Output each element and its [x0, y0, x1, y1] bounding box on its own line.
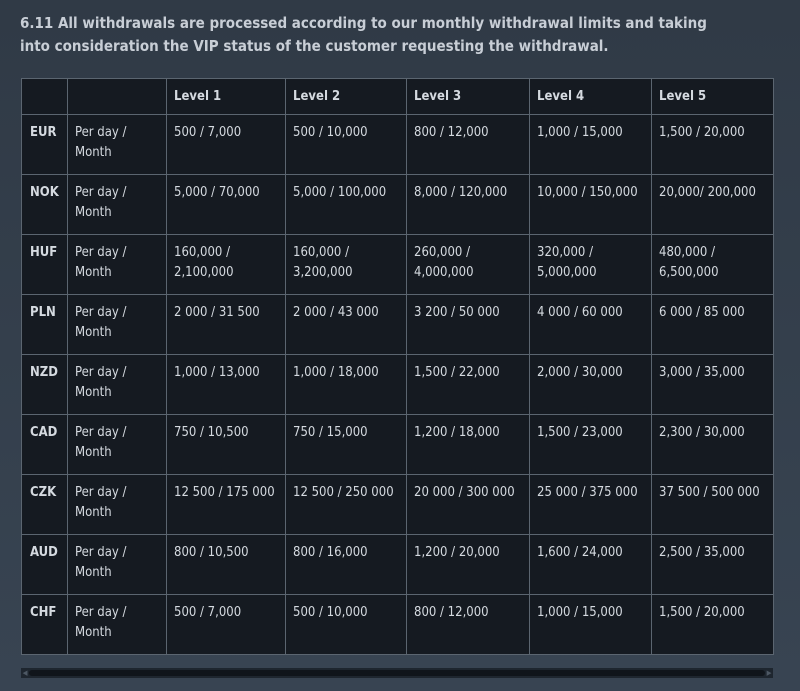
limit-cell: 20 000 / 300 000: [407, 475, 530, 535]
currency-cell: AUD: [22, 535, 68, 595]
limit-cell: 5,000 / 70,000: [167, 175, 286, 235]
limit-cell: 8,000 / 120,000: [407, 175, 530, 235]
limit-cell: 1,200 / 20,000: [407, 535, 530, 595]
period-cell: Per day / Month: [68, 535, 167, 595]
limit-cell: 1,600 / 24,000: [530, 535, 652, 595]
table-row: [22, 355, 774, 415]
period-cell: Per day / Month: [68, 295, 167, 355]
limit-cell: 1,500 / 20,000: [652, 595, 774, 655]
limit-cell: 260,000 / 4,000,000: [407, 235, 530, 295]
limit-cell: 3 200 / 50 000: [407, 295, 530, 355]
scrollbar-thumb[interactable]: [29, 670, 765, 676]
limit-cell: 1,500 / 20,000: [652, 115, 774, 175]
period-cell: Per day / Month: [68, 235, 167, 295]
table-body: [22, 115, 774, 655]
period-cell: Per day / Month: [68, 115, 167, 175]
currency-cell: CHF: [22, 595, 68, 655]
limit-cell: 500 / 7,000: [167, 595, 286, 655]
limit-cell: 320,000 / 5,000,000: [530, 235, 652, 295]
limit-cell: 20,000/ 200,000: [652, 175, 774, 235]
currency-cell: EUR: [22, 115, 68, 175]
limit-cell: 4 000 / 60 000: [530, 295, 652, 355]
limit-cell: 12 500 / 250 000: [286, 475, 407, 535]
header-row: [22, 79, 774, 115]
section-paragraph: 6.11 All withdrawals are processed according to our monthly withdrawal limits and taking into consideration the VIP status of the customer requesting the withdrawal.: [20, 14, 707, 55]
limit-cell: 25 000 / 375 000: [530, 475, 652, 535]
currency-cell: CZK: [22, 475, 68, 535]
limits-table-container: [21, 78, 773, 655]
header-cell-level-4: Level 4: [530, 79, 652, 115]
header-cell-currency: [22, 79, 68, 115]
header-cell-level-2: Level 2: [286, 79, 407, 115]
period-cell: Per day / Month: [68, 475, 167, 535]
withdrawal-limits-table: [21, 78, 774, 655]
limit-cell: 800 / 16,000: [286, 535, 407, 595]
limit-cell: 3,000 / 35,000: [652, 355, 774, 415]
limit-cell: 800 / 12,000: [407, 115, 530, 175]
limit-cell: 10,000 / 150,000: [530, 175, 652, 235]
header-cell-level-3: Level 3: [407, 79, 530, 115]
table-row: [22, 475, 774, 535]
limit-cell: 160,000 / 2,100,000: [167, 235, 286, 295]
chevron-right-icon[interactable]: ▶: [766, 669, 772, 677]
table-row: [22, 595, 774, 655]
chevron-left-icon[interactable]: ◀: [22, 669, 28, 677]
table-row: [22, 175, 774, 235]
limit-cell: 1,000 / 15,000: [530, 595, 652, 655]
currency-cell: HUF: [22, 235, 68, 295]
limit-cell: 1,000 / 15,000: [530, 115, 652, 175]
limit-cell: 500 / 10,000: [286, 595, 407, 655]
limit-cell: 2,500 / 35,000: [652, 535, 774, 595]
period-cell: Per day / Month: [68, 175, 167, 235]
currency-cell: PLN: [22, 295, 68, 355]
limit-cell: 2,300 / 30,000: [652, 415, 774, 475]
limit-cell: 6 000 / 85 000: [652, 295, 774, 355]
limit-cell: 12 500 / 175 000: [167, 475, 286, 535]
table-header: [22, 79, 774, 115]
limit-cell: 1,200 / 18,000: [407, 415, 530, 475]
limit-cell: 1,500 / 22,000: [407, 355, 530, 415]
limit-cell: 160,000 / 3,200,000: [286, 235, 407, 295]
period-cell: Per day / Month: [68, 415, 167, 475]
limit-cell: 800 / 12,000: [407, 595, 530, 655]
currency-cell: CAD: [22, 415, 68, 475]
limit-cell: 750 / 15,000: [286, 415, 407, 475]
limit-cell: 800 / 10,500: [167, 535, 286, 595]
limit-cell: 37 500 / 500 000: [652, 475, 774, 535]
limit-cell: 2 000 / 31 500: [167, 295, 286, 355]
table-row: [22, 235, 774, 295]
currency-cell: NOK: [22, 175, 68, 235]
limit-cell: 5,000 / 100,000: [286, 175, 407, 235]
limit-cell: 480,000 / 6,500,000: [652, 235, 774, 295]
header-cell-level-1: Level 1: [167, 79, 286, 115]
limit-cell: 500 / 10,000: [286, 115, 407, 175]
limit-cell: 2,000 / 30,000: [530, 355, 652, 415]
currency-cell: NZD: [22, 355, 68, 415]
limit-cell: 1,500 / 23,000: [530, 415, 652, 475]
limit-cell: 1,000 / 18,000: [286, 355, 407, 415]
limit-cell: 500 / 7,000: [167, 115, 286, 175]
period-cell: Per day / Month: [68, 595, 167, 655]
header-cell-period: [68, 79, 167, 115]
period-cell: Per day / Month: [68, 355, 167, 415]
header-cell-level-5: Level 5: [652, 79, 774, 115]
limit-cell: 750 / 10,500: [167, 415, 286, 475]
table-row: [22, 295, 774, 355]
table-row: [22, 535, 774, 595]
horizontal-scrollbar[interactable]: [21, 668, 773, 678]
limit-cell: 1,000 / 13,000: [167, 355, 286, 415]
table-row: [22, 415, 774, 475]
table-row: [22, 115, 774, 175]
limit-cell: 2 000 / 43 000: [286, 295, 407, 355]
